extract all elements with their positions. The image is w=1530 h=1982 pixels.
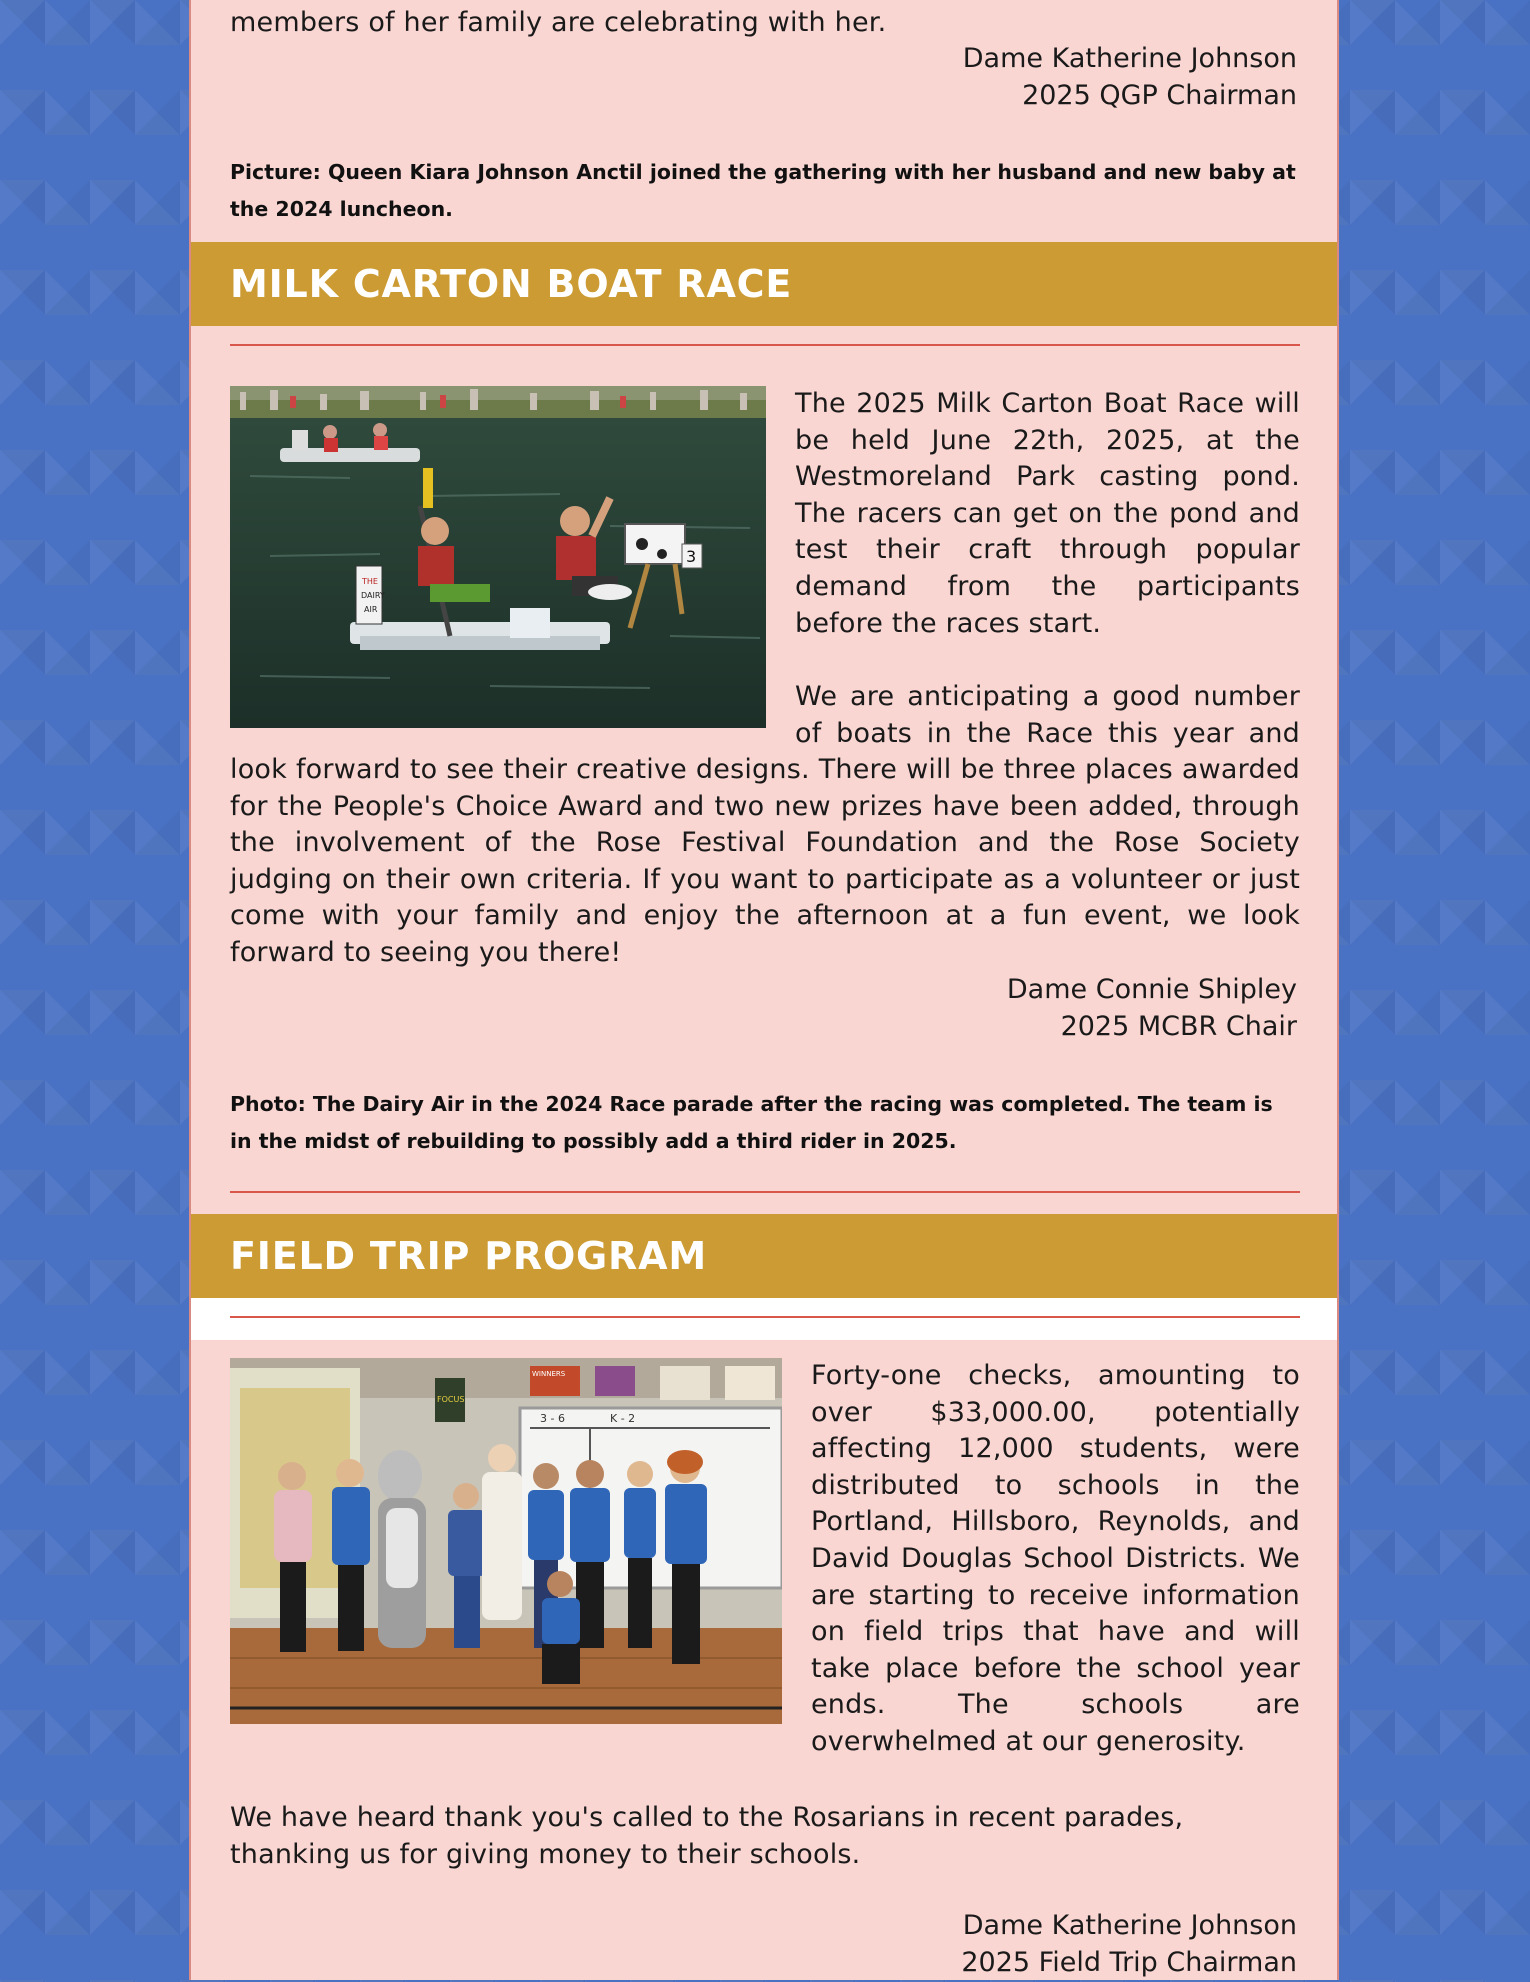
boat-race-photo-caption: Photo: The Dairy Air in the 2024 Race parade after the racing was completed. The team is in the midst of rebuilding to possibly add a third rider in 2025. <box>230 1092 1273 1153</box>
boat-race-banner <box>191 242 1337 326</box>
field-trip-heading: FIELD TRIP PROGRAM <box>230 1234 707 1278</box>
field-trip-signature-name: Dame Katherine Johnson <box>962 1910 1297 1941</box>
intro-photo-caption: Picture: Queen Kiara Johnson Anctil joined the gathering with her husband and new baby at the 2024 luncheon. <box>230 160 1296 221</box>
intro-signature-title: 2025 QGP Chairman <box>1022 80 1297 111</box>
svg-text:DAIRY: DAIRY <box>361 591 385 600</box>
field-trip-photo <box>230 1358 782 1724</box>
boat-race-paragraph-2-rest: look forward to see their creative designs. There will be three places awarded for the People's Choice Award and two new prizes have been added, through the involvement of the Rose Festival Foundation and the Rose Society judging on their own criteria. If you want to participate as a volunteer or just come with your family and enjoy the afternoon at a fun event, we look forward to seeing you there! <box>230 754 1300 968</box>
photo-sign-text: THE <box>362 577 378 586</box>
section-divider <box>230 344 1300 346</box>
field-trip-photo-drawing <box>230 1358 782 1724</box>
boat-race-signature-name: Dame Connie Shipley <box>1006 974 1297 1005</box>
boat-race-photo-drawing <box>230 386 766 728</box>
boat-race-signature-title: 2025 MCBR Chair <box>1060 1011 1297 1042</box>
newsletter-page <box>189 0 1339 1980</box>
boat-race-photo <box>230 386 766 728</box>
section-divider <box>230 1191 1300 1193</box>
field-trip-paragraph-2: We have heard thank you's called to the Rosarians in recent parades, thanking us for giving money to their schools. <box>230 1802 1184 1870</box>
boat-race-paragraph-2-start: We are anticipating a good number of boats in the Race this year and <box>795 681 1300 749</box>
poster-label-focus: FOCUS <box>437 1395 465 1404</box>
photo-boat-number: 3 <box>686 547 697 566</box>
poster-label-winners: WINNERS <box>532 1370 566 1378</box>
boat-race-heading: MILK CARTON BOAT RACE <box>230 262 793 306</box>
svg-text:AIR: AIR <box>364 605 378 614</box>
boat-race-paragraph-1: The 2025 Milk Carton Boat Race will be held June 22th, 2025, at the Westmoreland Park casting pond. The racers can get on the pond and test their craft through popular demand from the participants before the races start. <box>795 388 1300 639</box>
field-trip-banner <box>191 1214 1337 1298</box>
intro-tail-text: members of her family are celebrating with her. <box>230 7 887 38</box>
intro-signature-name: Dame Katherine Johnson <box>962 43 1297 74</box>
field-trip-paragraph-1: Forty-one checks, amounting to over $33,000.00, potentially affecting 12,000 students, were distributed to schools in the Portland, Hillsboro, Reynolds, and David Douglas School Districts. We are starting to receive information on field trips that have and will take place before the school year ends. The schools are overwhelmed at our generosity. <box>811 1360 1300 1757</box>
board-label-2: K - 2 <box>610 1412 636 1425</box>
section-divider <box>230 1316 1300 1318</box>
white-band <box>191 1298 1337 1340</box>
board-label-1: 3 - 6 <box>540 1412 565 1425</box>
field-trip-signature-title: 2025 Field Trip Chairman <box>961 1947 1297 1978</box>
